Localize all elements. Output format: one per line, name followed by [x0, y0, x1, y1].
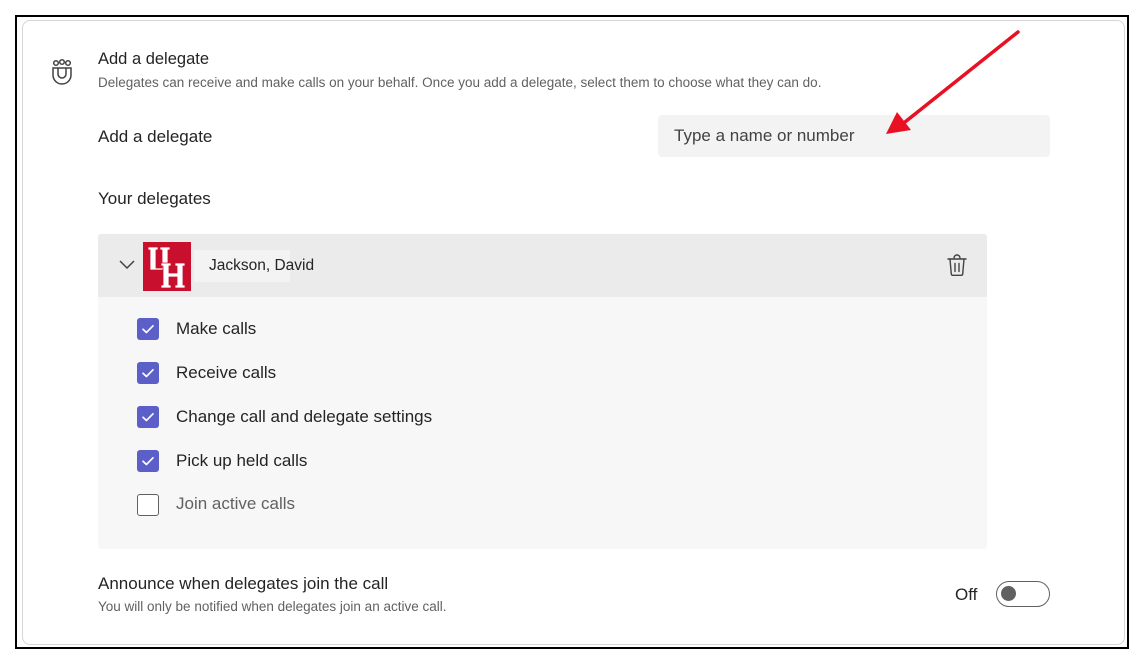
- make-calls-label: Make calls: [176, 319, 257, 338]
- checkmark-icon: [137, 318, 159, 340]
- delegate-name: Jackson, David: [209, 257, 315, 274]
- change-settings-checkbox[interactable]: [137, 406, 159, 428]
- join-active-calls-checkbox[interactable]: [137, 494, 159, 516]
- receive-calls-label: Receive calls: [176, 363, 277, 382]
- pick-up-held-calls-checkbox[interactable]: [137, 450, 159, 472]
- announce-description: You will only be notified when delegates join an active call.: [98, 599, 447, 614]
- trash-icon[interactable]: [945, 254, 969, 278]
- toggle-knob: [1001, 586, 1016, 601]
- pick-up-held-calls-label: Pick up held calls: [176, 451, 308, 470]
- your-delegates-heading: Your delegates: [98, 189, 211, 208]
- section-title: Add a delegate: [98, 50, 210, 68]
- add-delegate-label: Add a delegate: [98, 127, 213, 146]
- section-description: Delegates can receive and make calls on your behalf. Once you add a delegate, select them to choose what they can do.: [98, 75, 822, 90]
- make-calls-checkbox[interactable]: [137, 318, 159, 340]
- toggle-state-label: Off: [955, 585, 978, 604]
- avatar: [143, 242, 191, 291]
- checkmark-icon: [137, 450, 159, 472]
- checkmark-icon: [137, 406, 159, 428]
- change-settings-label: Change call and delegate settings: [176, 407, 433, 426]
- receive-calls-checkbox[interactable]: [137, 362, 159, 384]
- join-active-calls-label: Join active calls: [176, 494, 296, 513]
- checkmark-icon: [137, 362, 159, 384]
- announce-toggle[interactable]: [996, 581, 1050, 607]
- annotation-arrow-icon: [880, 28, 1025, 138]
- announce-title: Announce when delegates join the call: [98, 574, 389, 593]
- people-icon: [48, 57, 76, 85]
- chevron-down-icon[interactable]: [118, 256, 136, 274]
